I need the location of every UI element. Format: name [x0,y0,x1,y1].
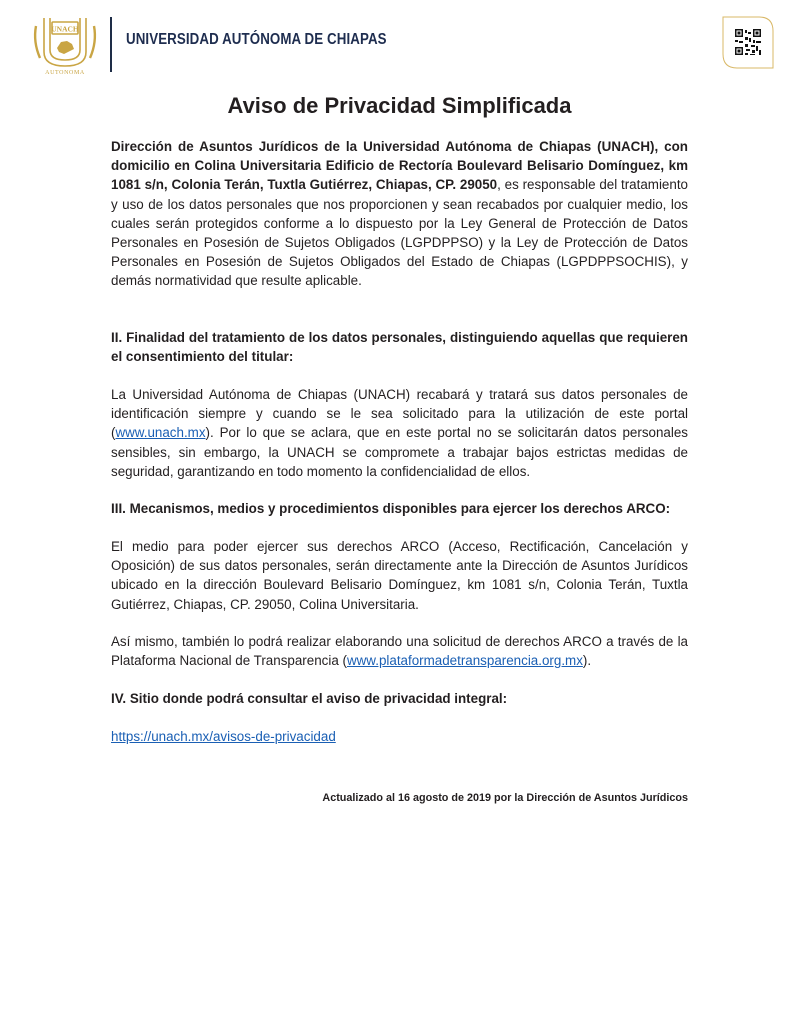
update-note: Actualizado al 16 agosto de 2019 por la Dirección de Asuntos Jurídicos [322,792,688,804]
section-3-text-before-link: Así mismo, también lo podrá realizar elaborando una solicitud de derechos ARCO a través de la Plataforma Nacional de Transparencia ( [111,634,688,669]
section-3-paragraph-2 [111,632,688,670]
section-4-link-line [111,727,688,746]
privacy-notice-link[interactable]: https://unach.mx/avisos-de-privacidad [111,729,336,744]
svg-text:AUTONOMA: AUTONOMA [45,70,85,76]
section-4-heading: IV. Sitio donde podrá consultar el aviso de privacidad integral: [111,691,508,706]
section-3-text-after-link: ). [582,653,592,669]
section-2-heading: II. Finalidad del tratamiento de los datos personales, distinguiendo aquellas que requieren el consentimiento del titular: [111,330,688,365]
header-divider [110,17,112,72]
page-header [0,0,799,85]
section-3-paragraph: El medio para poder ejercer sus derechos ARCO (Acceso, Rectificación, Cancelación y Oposición) de sus datos personales, serán directamente ante la Dirección de Asuntos Jurídicos ubicado en la dirección Boulevard Belisario Domínguez, km 1081 s/n, Colonia Terán, Tuxtla Gutiérrez, Chiapas, CP. 29050, Colina Universitaria. [111,539,688,612]
university-name: UNIVERSIDAD AUTÓNOMA DE CHIAPAS [126,31,387,48]
section-2-paragraph [111,385,688,481]
qr-code-icon[interactable] [721,15,775,70]
transparency-platform-link[interactable]: www.plataformadetransparencia.org.mx [346,653,583,669]
unach-website-link[interactable]: www.unach.mx [115,425,206,441]
svg-text:UNACH: UNACH [51,24,79,34]
intro-paragraph [111,137,688,291]
intro-text: , es responsable del tratamiento y uso de los datos personales que nos proporcionen y sean recabados por cualquier medio, los cuales serán protegidos conforme a lo dispuesto por la Ley General de Protección de Datos Personales en Posesión de Sujetos Obligados (LGPDPPSO) y la Ley de Protección de Datos Personales en Posesión de Sujetos Obligados del Estado de Chiapas (LGPDPPSOCHIS), y demás normatividad que resulte aplicable. [111,177,688,289]
section-2-text-before-link: La Universidad Autónoma de Chiapas (UNACH) recabará y tratará sus datos personales de identificación siempre y cuando se le sea solicitado para la utilización de este portal ( [111,387,688,441]
intro-bold-text: Dirección de Asuntos Jurídicos de la Universidad Autónoma de Chiapas (UNACH), con domicilio en Colina Universitaria Edificio de Rectoría Boulevard Belisario Domínguez, km 1081 s/n, Colonia Terán, Tuxtla Gutiérrez, Chiapas, CP. 29050 [111,139,688,193]
unach-logo-icon [30,14,100,76]
section-2-text-after-link: ). Por lo que se aclara, que en este portal no se solicitarán datos personales sensibles, sin embargo, la UNACH se compromete a trabajar bajos estrictas medidas de seguridad, garantizando en todo momento la confidencialidad de ellos. [111,425,688,479]
page-title: Aviso de Privacidad Simplificada [227,93,572,118]
section-3-heading: III. Mecanismos, medios y procedimientos disponibles para ejercer los derechos ARCO: [111,501,671,516]
